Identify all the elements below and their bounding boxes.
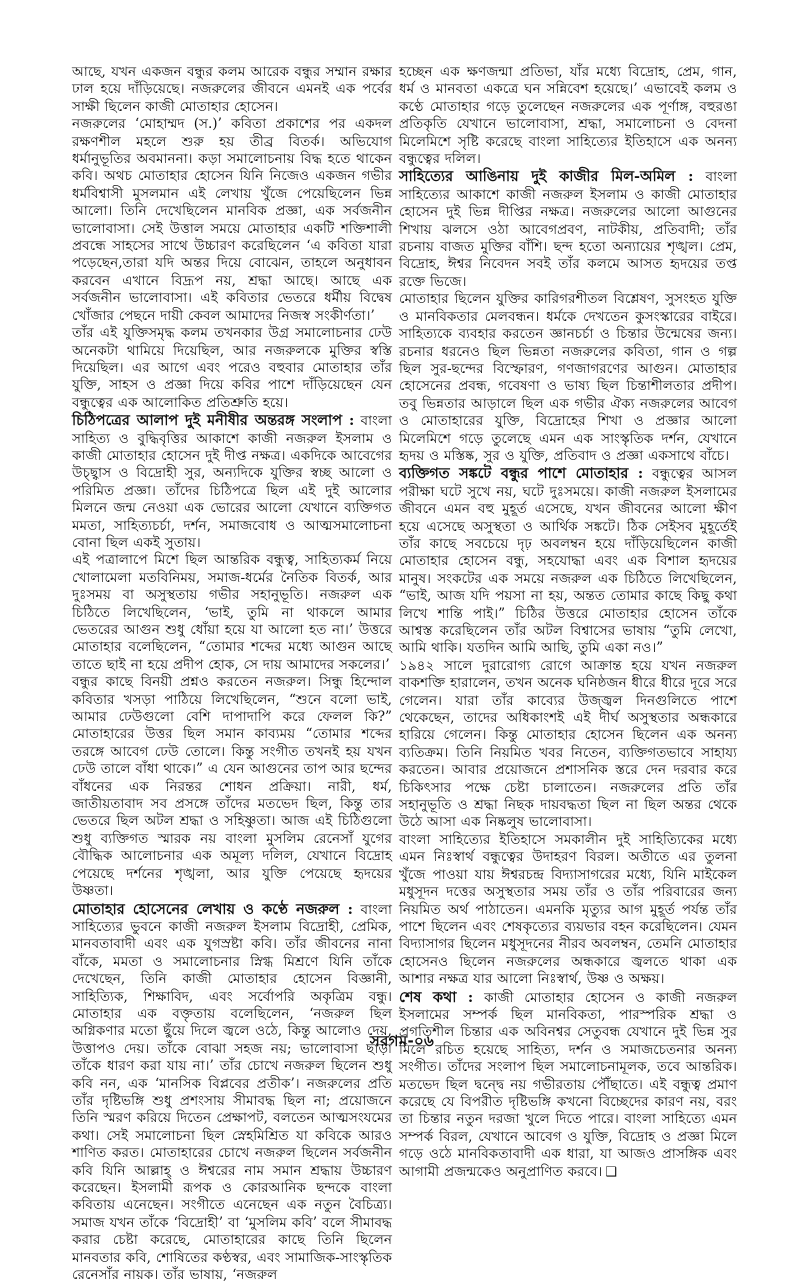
paragraph-text: আছে, যখন একজন বন্ধুর কলম আরেক বন্ধুর সম্মান রক্ষার ঢাল হয়ে দাঁড়িয়েছে। নজরুলের জীবনে এমনই এক পর্বের সাক্ষী ছিলেন কাজী মোতাহার হোসেন। xyxy=(72,64,392,115)
end-mark-icon: ❑ xyxy=(605,1165,617,1180)
paragraph-text: হচ্ছেন এক ক্ষণজন্মা প্রতিভা, যাঁর মধ্যে বিদ্রোহ, প্রেম, গান, ধর্ম ও মানবতা একত্রে ঘন সন্নিবেশ হয়েছে।’ এভাবেই কলম ও কণ্ঠে মোতাহার গড়ে তুলেছেন নজরুলের এক পূর্ণাঙ্গ, বহুরঙা প্রতিকৃতি যেখানে ভালোবাসা, শ্রদ্ধা, সমালোচনা ও বেদনা মিলেমিশে সৃষ্টি করেছে বাংলা সাহিত্যের ইতিহাসে এক অনন্য বন্ধুত্বের দলিল। xyxy=(399,64,737,167)
paragraph xyxy=(399,168,737,291)
paragraph xyxy=(72,674,392,900)
paragraph-text: বন্ধুত্বের আসল পরীক্ষা ঘটে সুখে নয়, ঘটে দুঃসময়ে। কাজী নজরুল ইসলামের জীবনে এমন বহু মুহূর্ত এসেছে, যখন জীবনের আলো ক্ষীণ হয়ে এসেছে অসুস্থতা ও আর্থিক সঙ্কটে। ঠিক সেইসব মুহূর্তেই তাঁর কাছে সবচেয়ে দৃঢ় অবলম্বন হয়ে দাঁড়িয়েছিলেন কাজী মোতাহার হোসেন বন্ধু, সহযোদ্ধা এবং এক বিশাল হৃদয়ের মানুষ। সংকটের এক সময়ে নজরুল এক চিঠিতে লিখেছিলেন, “ভাই, আজ যদি পয়সা না হয়, অন্তত তোমার কাছে কিছু কথা লিখে শান্তি পাই।” চিঠির উত্তরে মোতাহার হোসেন তাঁকে আশ্বস্ত করেছিলেন তাঁর অটল বিশ্বাসের ভাষায় “তুমি লেখো, আমি থাকি। যতদিন আমি আছি, তুমি একা নও।” xyxy=(399,466,737,656)
paragraph xyxy=(72,64,392,116)
paragraph xyxy=(399,989,737,1181)
paragraph xyxy=(399,64,737,168)
section-heading: ব্যক্তিগত সঙ্কটে বন্ধুর পাশে মোতাহার : xyxy=(399,465,643,482)
left-column xyxy=(72,64,392,1009)
page-footer xyxy=(0,1030,804,1055)
section-heading: শেষ কথা : xyxy=(399,989,473,1006)
paragraph-text: কাজী মোতাহার হোসেন ও কাজী নজরুল ইসলামের সম্পর্ক ছিল মানবিকতা, পারস্পরিক শ্রদ্ধা ও প্রগতিশীল চিন্তার এক অবিনশ্বর সেতুবন্ধ যেখানে দুই ভিন্ন সুর মিলে রচিত হয়েছে সাহিত্য, দর্শন ও সমাজচেতনার অনন্য সংগীত। তাঁদের সংলাপ ছিল সমালোচনামূলক, তবে আন্তরিক। মতভেদ ছিল দ্বন্দ্বে নয় গভীরতায় পৌঁছাতে। এই বন্ধুত্ব প্রমাণ করেছে যে বিপরীত দৃষ্টিভঙ্গি কখনো বিচ্ছেদের কারণ নয়, বরং তা চিন্তার নতুন দরজা খুলে দিতে পারে। বাংলা সাহিত্যে এমন সম্পর্ক বিরল, যেখানে আবেগ ও যুক্তি, বিদ্রোহ ও প্রজ্ঞা মিলে গড়ে ওঠে মানবিকতাবাদী এক ধারা, যা আজও প্রাসঙ্গিক এবং আগামী প্রজন্মকেও অনুপ্রাণিত করবে। xyxy=(399,990,737,1180)
paragraph-text: মোতাহার ছিলেন যুক্তির কারিগরশীতল বিশ্লেষণ, সুসংহত যুক্তি ও মানবিকতার মেলবন্ধন। ধর্মকে দেখতেন কুসংস্কারের বাইরে। সাহিত্যকে ব্যবহার করতেন জ্ঞানচর্চা ও চিন্তার উন্মেষের জন্য। রচনার ধরনেও ছিল ভিন্নতা নজরুলের কবিতা, গান ও গল্প ছিল সুর-ছন্দের বিস্ফোরণ, গণজাগরণের আগুন। মোতাহার হোসেনের প্রবন্ধ, গবেষণা ও ভাষ্য ছিল চিন্তাশীলতার প্রদীপ। তবু ভিন্নতার আড়ালে ছিল এক গভীর ঐক্য নজরুলের আবেগ ও মোতাহারের যুক্তি, বিদ্রোহের শিখা ও প্রজ্ঞার আলো মিলেমিশে গড়ে তুলেছে এমন এক সাংস্কৃতিক দর্শন, যেখানে হৃদয় ও মস্তিষ্ক, সুর ও যুক্তি, প্রতিবাদ ও প্রজ্ঞা একসাথে বাঁচে। xyxy=(399,291,737,464)
paragraph xyxy=(72,552,392,674)
paragraph xyxy=(72,412,392,552)
paragraph-text: এই পত্রালাপে মিশে ছিল আন্তরিক বন্ধুত্ব, সাহিত্যকর্ম নিয়ে খোলামেলা মতবিনিময়, সমাজ-ধর্মের নৈতিক বিতর্ক, আর দুঃসময় বা অসুস্থতায় গভীর সহানুভূতি। নজরুল এক চিঠিতে লিখেছিলেন, ‘ভাই, তুমি না থাকলে আমার ভেতরের আগুন শুধু ধোঁয়া হয়ে যা আলো হত না।’ উত্তরে মোতাহার বলেছিলেন, “তোমার শব্দের মধ্যে আগুন আছে তাতে ছাই না হয়ে প্রদীপ হোক, সে দায় আমাদের সকলের।’ xyxy=(72,552,392,672)
paragraph xyxy=(72,325,392,412)
paragraph xyxy=(399,658,737,832)
paragraph-text: বাংলা সাহিত্যের ইতিহাসে সমকালীন দুই সাহিত্যিকের মধ্যে এমন নিঃস্বার্থ বন্ধুত্বের উদাহরণ বিরল। অতীতে এর তুলনা খুঁজে পাওয়া যায় ঈশ্বরচন্দ্র বিদ্যাসাগরের মধ্যে, যিনি মাইকেল মধুসূদন দত্তের অসুস্থতার সময় তাঁর ও তাঁর পরিবারের জন্য নিয়মিত অর্থ পাঠাতেন। এমনকি মৃত্যুর আগ মুহূর্ত পর্যন্ত তাঁর পাশে ছিলেন এবং শেষকৃত্যের ব্যয়ভার বহন করেছিলেন। যেমন বিদ্যাসাগর ছিলেন মধুসূদনের নীরব অবলম্বন, তেমনি মোতাহার হোসেনও ছিলেন নজরুলের অন্ধকারে জ্বলতে থাকা এক আশার নক্ষত্র যার আলো নিঃস্বার্থ, উষ্ণ ও অক্ষয়। xyxy=(399,832,737,987)
paragraph xyxy=(399,465,737,657)
paragraph-text: বাংলা সাহিত্য ও বুদ্ধিবৃত্তির আকাশে কাজী নজরুল ইসলাম ও কাজী মোতাহার হোসেন দুই দীপ্ত নক্ষত্র। একদিকে আবেগের উচ্ছ্বাস ও বিদ্রোহী সুর, অন্যদিকে যুক্তির স্বচ্ছ আলো ও পরিমিত প্রজ্ঞা। তাঁদের চিঠিপত্রে ছিল এই দুই আলোর মিলনে জন্ম নেওয়া এক ভোরের আলো যেখানে ব্যক্তিগত মমতা, সাহিত্যচর্চা, দর্শন, সমাজবোধ ও আত্মসমালোচনা বোনা ছিল একই সুতায়। xyxy=(72,413,392,551)
paragraph-text: বন্ধুর কাছে বিনয়ী প্রশ্নও করতেন নজরুল। সিন্ধু হিন্দোল কবিতার খসড়া পাঠিয়ে লিখেছিলেন, “শুনে বলো ভাই, আমার ঢেউগুলো বেশি দাপাদাপি করে ফেলল কি?” মোতাহারের উত্তর ছিল সমান কাব্যময় “তোমার শব্দের তরঙ্গে আবেগ ঢেউ তোলে। কিন্তু সংগীত তখনই হয় যখন ঢেউ তালে বাঁধা থাকে।” এ যেন আগুনের তাপ আর ছন্দের বাঁধনের এক নিরন্তর শোধন প্রক্রিয়া। নারী, ধর্ম, জাতীয়তাবাদ সব প্রসঙ্গে তাঁদের মতভেদ ছিল, কিন্তু তার ভেতরে ছিল অটল শ্রদ্ধা ও সহিষ্ণুতা। আজ এই চিঠিগুলো শুধু ব্যক্তিগত স্মারক নয় বাংলা মুসলিম রেনেসাঁ যুগের বৌদ্ধিক আলোচনার এক অমূল্য দলিল, যেখানে বিদ্রোহ পেয়েছে দর্শনের শৃঙ্খলা, আর যুক্তি পেয়েছে হৃদয়ের উষ্ণতা। xyxy=(72,674,392,899)
section-heading: চিঠিপত্রের আলাপ দুই মনীষীর অন্তরঙ্গ সংলাপ : xyxy=(72,412,354,429)
paragraph-text: বাংলা সাহিত্যের ভুবনে কাজী নজরুল ইসলাম বিদ্রোহী, প্রেমিক, মানবতাবাদী এবং এক যুগস্রষ্টা কবি। তাঁর জীবনের নানা বাঁকে, মমতা ও সমালোচনার স্নিগ্ধ মিশ্রণে যিনি তাঁকে দেখেছেন, তিনি কাজী মোতাহার হোসেন বিজ্ঞানী, সাহিত্যিক, শিক্ষাবিদ, এবং সর্বোপরি অকৃত্রিম বন্ধু। মোতাহার এক বক্তৃতায় বলেছিলেন, ‘নজরুল ছিল অগ্নিকণার মতো ছুঁয়ে দিলে জ্বলে ওঠে, কিন্তু আলোও দেয়, উত্তাপও দেয়। তাঁকে বোঝা সহজ নয়; ভালোবাসা ছাড়া তাঁকে ধারণ করা যায় না।’ তাঁর চোখে নজরুল ছিলেন শুধু কবি নন, এক ‘মানসিক বিপ্লবের প্রতীক’। নজরুলের প্রতি তাঁর দৃষ্টিভঙ্গি শুধু প্রশংসায় সীমাবদ্ধ ছিল না; প্রয়োজনে তিনি স্মরণ করিয়ে দিতেন প্রেক্ষাপট, বলতেন আত্মসংযমের কথা। সেই সমালোচনা ছিল স্নেহমিশ্রিত যা কবিকে আরও শাণিত করত। মোতাহারের চোখে নজরুল ছিলেন সর্বজনীন কবি যিনি আল্লাহ্ ও ঈশ্বরের নাম সমান শ্রদ্ধায় উচ্চারণ করেছেন। ইসলামী রূপক ও কোরআনিক ছন্দকে বাংলা কবিতায় এনেছেন। সংগীতে এনেছেন এক নতুন বৈচিত্র্য। সমাজ যখন তাঁকে ‘বিদ্রোহী’ বা ‘মুসলিম কবি’ বলে সীমাবদ্ধ করার চেষ্টা করেছে, মোতাহারের কাছে তিনি ছিলেন মানবতার কবি, শোষিতের কণ্ঠস্বর, এবং সামাজিক-সাংস্কৃতিক রেনেসাঁর নায়ক। তাঁর ভাষায়, ‘নজরুল xyxy=(72,902,392,1284)
paragraph xyxy=(399,291,737,465)
paragraph-text: ১৯৪২ সালে দুরারোগ্য রোগে আক্রান্ত হয়ে যখন নজরুল বাকশক্তি হারালেন, তখন অনেক ঘনিষ্ঠজন ধীরে ধীরে দূরে সরে গেলেন। যারা তাঁর কাব্যের উজ্জ্বল দিনগুলিতে পাশে থেকেছেন, তাদের অধিকাংশই এই দীর্ঘ অসুস্থতার অন্ধকারে হারিয়ে গেলেন। কিন্তু মোতাহার হোসেন ছিলেন এক অনন্য ব্যতিক্রম। তিনি নিয়মিত খবর নিতেন, ব্যক্তিগতভাবে সাহায্য করতেন। আবার প্রয়োজনে প্রশাসনিক স্তরে দেন দরবার করে চিকিৎসার পক্ষে চেষ্টা চালাতেন। নজরুলের প্রতি তাঁর সহানুভূতি ও শ্রদ্ধা নিছক দায়বদ্ধতা ছিল না ছিল অন্তর থেকে উঠে আসা এক নিষ্কলুষ ভালোবাসা। xyxy=(399,658,737,831)
paragraph-text: বাংলা সাহিত্যের আকাশে কাজী নজরুল ইসলাম ও কাজী মোতাহার হোসেন দুই ভিন্ন দীপ্তির নক্ষত্র। নজরুলের আলো আগুনের শিখায় ঝলসে ওঠা আবেগপ্রবণ, নাটকীয়, প্রতিবাদী; তাঁর রচনায় বাজত মুক্তির বাঁশি। ছন্দ হতো অন্যায়ের শৃঙ্খল। প্রেম, বিদ্রোহ, ঈশ্বর নিবেদন সবই তাঁর কলমে আসত হৃদয়ের তপ্ত রক্তে ভিজে। xyxy=(399,169,737,289)
section-heading: মোতাহার হোসেনের লেখায় ও কণ্ঠে নজরুল : xyxy=(72,901,353,918)
paragraph xyxy=(399,832,737,989)
right-column xyxy=(399,64,737,1009)
page-number-label: সরগম-০৬ xyxy=(370,1032,434,1050)
paragraph xyxy=(72,116,392,325)
paragraph xyxy=(72,901,392,1284)
paragraph-text: তাঁর এই যুক্তিসমৃদ্ধ কলম তখনকার উগ্র সমালোচনার ঢেউ অনেকটা থামিয়ে দিয়েছিল, আর নজরুলকে মুক্তির স্বস্তি দিয়েছিল। এর আগে এবং পরেও বহুবার মোতাহার তাঁর যুক্তি, সাহস ও প্রজ্ঞা দিয়ে কবির পাশে দাঁড়িয়েছেন যেন বন্ধুত্বের এক আলোকিত প্রতিশ্রুতি হয়ে। xyxy=(72,325,392,411)
section-heading: সাহিত্যের আঙিনায় দুই কাজীর মিল-অমিল : xyxy=(399,168,693,185)
paragraph-text: নজরুলের ‘মোহাম্মদ (স.)’ কবিতা প্রকাশের পর একদল রক্ষণশীল মহলে শুরু হয় তীব্র বিতর্ক। অভিযোগ ধর্মানুভূতির অবমাননা। কড়া সমালোচনায় বিদ্ধ হতে থাকেন কবি। অথচ মোতাহার হোসেন যিনি নিজেও একজন গভীর ধর্মবিশ্বাসী মুসলমান এই লেখায় খুঁজে পেয়েছিলেন ভিন্ন আলো। তিনি দেখেছিলেন মানবিক প্রজ্ঞা, এক সর্বজনীন ভালোবাসা। সেই উত্তাল সময়ে মোতাহার একটি শক্তিশালী প্রবন্ধে সাহসের সাথে উচ্চারণ করেছিলেন ‘এ কবিতা যারা পড়েছেন,তারা যদি অন্তর দিয়ে বোঝেন, তাহলে অনুধাবন করবেন এখানে বিদ্রূপ নয়, শ্রদ্ধা আছে। আছে এক সর্বজনীন ভালোবাসা। এই কবিতার ভেতরে ধর্মীয় বিদ্বেষ খোঁজার পেছনে দায়ী কেবল আমাদের নিজস্ব সংকীর্ণতা।’ xyxy=(72,116,392,323)
